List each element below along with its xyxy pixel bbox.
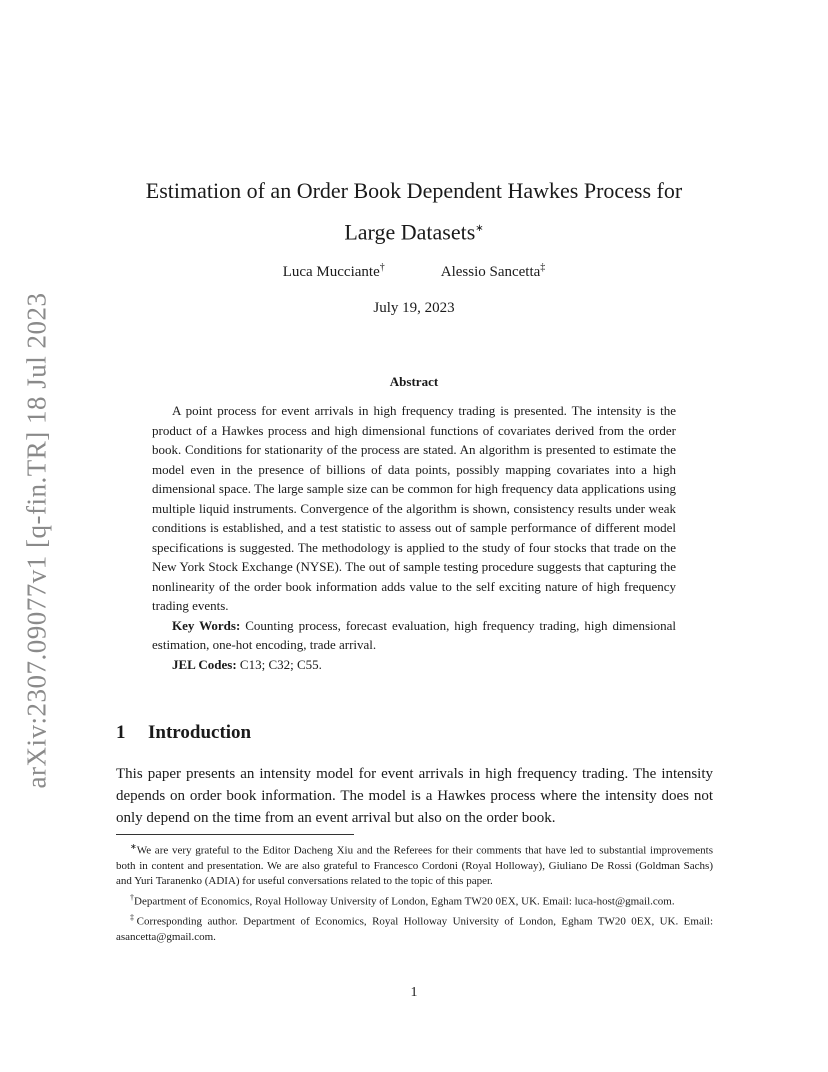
footnote-1-text: We are very grateful to the Editor Dacheng Xiu and the Referees for their comments that have led to substantial improvements both in content and presentation. We are also grateful to Francesco Cordoni (Royal Holloway), Giuliano De Rossi (Goldman Sachs) and Yuri Taranenko (ADIA) for useful conversations related to the topic of this paper. (116, 844, 713, 887)
arxiv-identifier-stamp (20, 290, 54, 790)
author-2 (441, 262, 546, 281)
jel-codes-text: C13; C32; C55. (239, 656, 322, 672)
author-2-name: Alessio Sancetta (440, 264, 541, 280)
footnotes-block (116, 839, 713, 946)
footnote-3-mark: ‡ (130, 913, 137, 923)
keywords-label: Key Words: (172, 617, 241, 633)
footnote-1-mark: ∗ (130, 842, 137, 851)
page-number: 1 (410, 985, 418, 1000)
abstract-heading: Abstract (389, 374, 439, 389)
footnote-3 (116, 910, 713, 945)
keywords-text: Counting process, forecast evaluation, high frequency trading, high dimensional estimation, one-hot encoding, trade arrival. (152, 617, 676, 652)
author-1 (283, 262, 385, 281)
author-list (0, 262, 828, 281)
keywords-line (152, 616, 676, 655)
section-number: 1 (116, 722, 126, 743)
introduction-paragraph: This paper presents an intensity model for event arrivals in high frequency trading. The intensity depends on order book information. The model is a Hawkes process where the intensity does not only depend on the time from an event arrival but also on the order book. (116, 766, 713, 826)
jel-codes-line (152, 655, 676, 675)
author-1-mark: † (379, 262, 385, 273)
section-heading-introduction (116, 722, 251, 744)
abstract-body: A point process for event arrivals in high frequency trading is presented. The intensity is the product of a Hawkes process and high dimensional functions of covariates derived from the order book. Conditions for stationarity of the process are stated. An algorithm is presented to estimate the model even in the presence of billions of data points, possibly mapping covariates into a high dimensional space. The large sample size can be common for high frequency data applications using multiple liquid instruments. Convergence of the algorithm is shown, consistency results under weak conditions is established, and a test statistic to assess out of sample performance of different model specifications is suggested. The methodology is applied to the study of four stocks that trade on the New York Stock Exchange (NYSE). The out of sample testing procedure suggests that capturing the nonlinearity of the order book information adds value to the self exciting nature of high frequency trading events. (152, 403, 676, 613)
footnote-separator-rule (116, 834, 354, 835)
footnote-3-text: Corresponding author. Department of Economics, Royal Holloway University of London, Egham TW20 0EX, UK. Email: asancetta@gmail.com. (116, 915, 713, 943)
author-1-name: Luca Mucciante (282, 264, 380, 280)
paper-title-line-2 (0, 210, 828, 251)
paper-title-line-2-text: Large Datasets (344, 219, 476, 245)
title-footnote-mark: ∗ (475, 223, 484, 234)
author-2-mark: ‡ (540, 262, 546, 273)
paper-title-line-1: Estimation of an Order Book Dependent Hawkes Process for (145, 178, 683, 203)
footnote-1 (116, 839, 713, 889)
arxiv-identifier-text: arXiv:2307.09077v1 [q-fin.TR] 18 Jul 2023 (21, 292, 52, 788)
footnote-2 (116, 890, 713, 910)
footnote-2-mark: † (130, 892, 134, 902)
paper-date: July 19, 2023 (373, 300, 455, 316)
jel-codes-label: JEL Codes: (172, 656, 237, 672)
abstract-block (152, 401, 676, 674)
footnote-2-text: Department of Economics, Royal Holloway University of London, Egham TW20 0EX, UK. Email: luca-host@gmail.com. (134, 895, 675, 908)
section-title: Introduction (148, 722, 252, 743)
paper-title (0, 172, 828, 251)
